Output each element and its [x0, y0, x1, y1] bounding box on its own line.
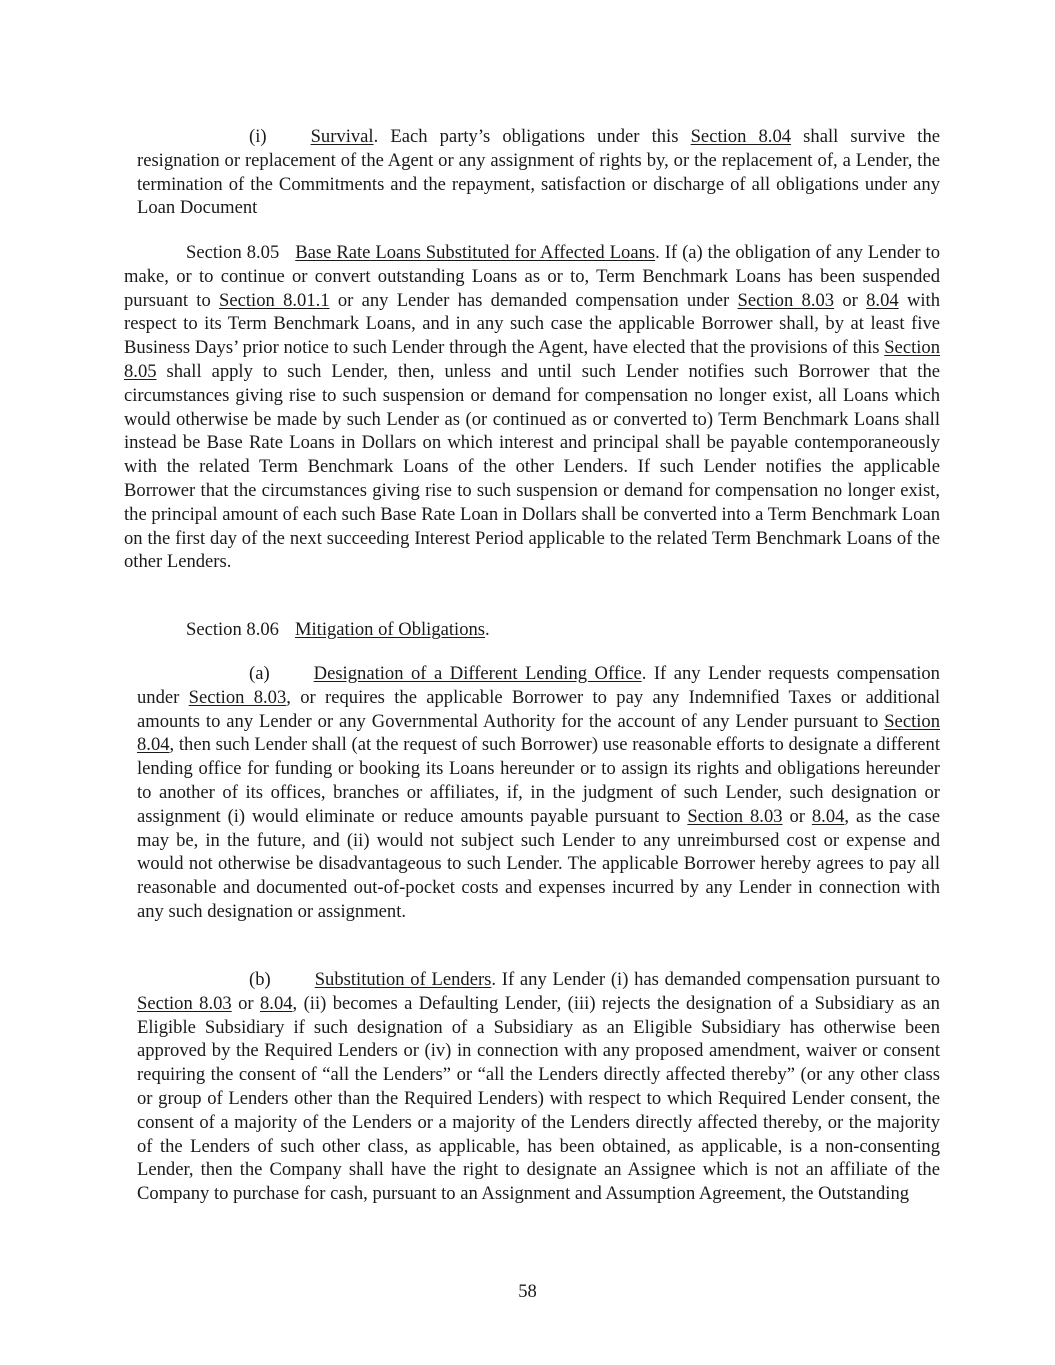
page-number: 58 — [518, 1281, 537, 1302]
section-number: Section 8.06 — [186, 619, 279, 640]
cross-reference-link[interactable]: Section 8.04 — [137, 710, 940, 756]
section-heading: Mitigation of Obligations — [294, 619, 486, 640]
section-8-06-heading: Section 8.06 Mitigation of Obligations. — [186, 619, 490, 640]
cross-reference-link[interactable]: Section 8.03 — [737, 289, 835, 311]
clause-marker: (b) — [249, 969, 271, 990]
cross-reference-link[interactable]: 8.04 — [866, 289, 899, 311]
section-number: Section 8.05 — [186, 242, 280, 263]
clause-heading: Substitution of Lenders — [314, 969, 492, 990]
section-8-05: Section 8.05 Base Rate Loans Substituted for Affected Loans. If (a) the obligation of any Lender to make, or to continue or convert outstanding Loans as or to, Term Benchmark Loans has been suspended pursuant to Section 8.01.1 or any Lender has demanded compensation under Section 8.03 or 8.04 with respect to its Term Benchmark Loans, and in any such case the applicable Borrower shall, by at least five Business Days’ prior notice to such Lender through the Agent, have elected that the provisions of this Section 8.05 shall apply to such Lender, then, unless and until such Lender notifies such Borrower that the circumstances giving rise to such suspension or demand for compensation no longer exist, all Loans which would otherwise be made by such Lender as (or continued as or converted to) Term Benchmark Loans shall instead be Base Rate Loans in Dollars on which interest and principal shall be payable contemporaneously with the related Term Benchmark Loans of the other Lenders. If such Lender notifies the applicable Borrower that the circumstances giving rise to such suspension or demand for compensation no longer exist, the principal amount of each such Base Rate Loan in Dollars shall be converted into a Term Benchmark Loan on the first day of the next succeeding Interest Period applicable to the related Term Benchmark Loans of the other Lenders. — [124, 242, 940, 573]
paragraph-survival: (i) Survival. Each party’s obligations under this Section 8.04 shall survive the resignation or replacement of the Agent or any assignment of rights by, or the replacement of, a Lender, the termination of the Commitments and the repayment, satisfaction or discharge of all obligations under any Loan Document — [137, 126, 940, 219]
paragraph-substitution-of-lenders: (b) Substitution of Lenders. If any Lender (i) has demanded compensation pursuant to Section 8.03 or 8.04, (ii) becomes a Defaulting Lender, (iii) rejects the designation of a Subsidiary as an Eligible Subsidiary if such designation of a Subsidiary as an Eligible Subsidiary has otherwise been approved by the Required Lenders or (iv) in connection with any proposed amendment, waiver or consent requiring the consent of “all the Lenders” or “all the Lenders directly affected thereby” (or any other class or group of Lenders other than the Required Lenders) with respect to which Required Lender consent, the consent of a majority of the Lenders or a majority of the Lenders directly affected thereby, or the majority of the Lenders of such other class, as applicable, has been obtained, as applicable, is a non-consenting Lender, then the Company shall have the right to designate an Assignee which is not an affiliate of the Company to purchase for cash, pursuant to an Assignment and Assumption Agreement, the Outstanding — [137, 969, 940, 1205]
clause-marker: (a) — [249, 663, 270, 684]
cross-reference-link[interactable]: Section 8.05 — [124, 337, 940, 382]
clause-heading: Survival — [310, 126, 374, 147]
cross-reference-link[interactable]: 8.04 — [811, 805, 845, 827]
cross-reference-link[interactable]: Section 8.03 — [687, 805, 783, 827]
cross-reference-link[interactable]: Section 8.03 — [188, 686, 287, 708]
section-heading: Base Rate Loans Substituted for Affected Loans — [295, 242, 656, 263]
cross-reference-link[interactable]: 8.04 — [260, 992, 293, 1014]
clause-marker: (i) — [249, 126, 267, 147]
cross-reference-link[interactable]: Section 8.01.1 — [219, 289, 330, 311]
paragraph-designation-of-lending-office: (a) Designation of a Different Lending Office. If any Lender requests compensation under Section 8.03, or requires the applicable Borrower to pay any Indemnified Taxes or additional amounts to any Lender or any Governmental Authority for the account of any Lender pursuant to Section 8.04, then such Lender shall (at the request of such Borrower) use reasonable efforts to designate a different lending office for funding or booking its Loans hereunder or to assign its rights and obligations hereunder to another of its offices, branches or affiliates, if, in the judgment of such Lender, such designation or assignment (i) would eliminate or reduce amounts payable pursuant to Section 8.03 or 8.04, as the case may be, in the future, and (ii) would not subject such Lender to any unreimbursed cost or expense and would not otherwise be disadvantageous to such Lender. The applicable Borrower hereby agrees to pay all reasonable and documented out-of-pocket costs and expenses incurred by any Lender in connection with any such designation or assignment. — [137, 663, 941, 922]
cross-reference-link[interactable]: Section 8.03 — [137, 992, 232, 1014]
cross-reference-link[interactable]: Section 8.04 — [690, 126, 792, 147]
clause-heading: Designation of a Different Lending Office — [313, 663, 642, 684]
